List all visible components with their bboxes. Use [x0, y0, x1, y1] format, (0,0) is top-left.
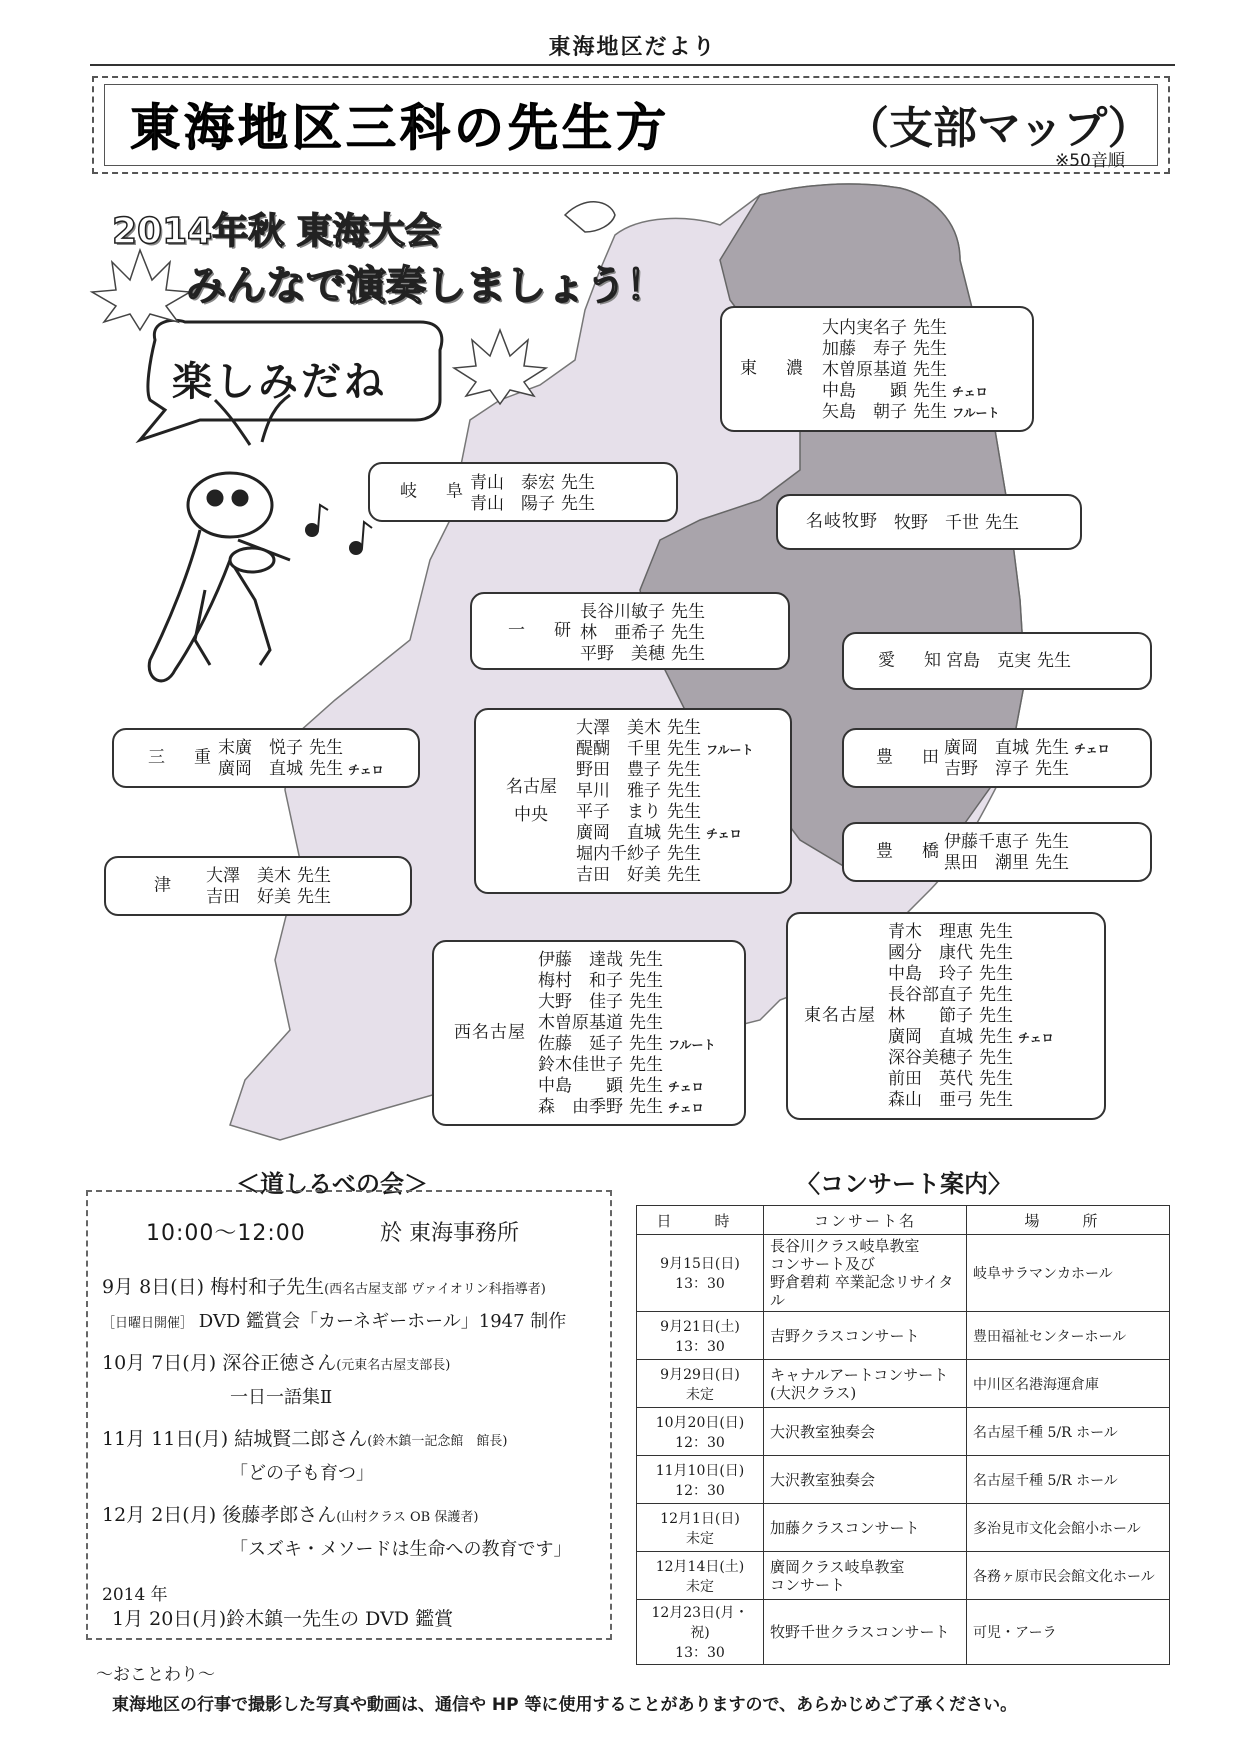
concert-time: 未定	[686, 1578, 714, 1595]
michi-speaker: 深谷正徳さん	[222, 1352, 337, 1374]
concert-row	[637, 1456, 1170, 1504]
branch-box-toyohashi	[842, 822, 1152, 882]
michi-year: 2014 年	[102, 1585, 168, 1605]
michi-speaker: 梅村和子先生	[210, 1276, 325, 1298]
branch-name: 豊 橋	[876, 841, 945, 862]
teacher-row: 黒田 潮里 先生	[944, 853, 1069, 873]
teacher-row: 大内実名子 先生	[822, 318, 947, 338]
concert-section-title: 〈コンサート案内〉	[796, 1170, 1012, 1198]
footer-heading: 〜おことわり〜	[96, 1665, 215, 1685]
concert-time: 13：30	[675, 1645, 725, 1661]
teacher-list	[822, 318, 1000, 423]
teacher-row: 末廣 悦子 先生	[218, 738, 343, 758]
branch-box-aichi	[842, 632, 1152, 690]
teacher-row: 廣岡 直城 先生 チェロ	[888, 1027, 1054, 1047]
teacher-row: 加藤 寿子 先生	[822, 339, 947, 359]
teacher-row: 牧野 千世 先生	[894, 513, 1019, 533]
teacher-row: 深谷美穂子 先生	[888, 1048, 1013, 1068]
branch-box-tono	[720, 306, 1034, 432]
teacher-row: 平子 まり 先生	[576, 802, 701, 822]
teacher-row: 廣岡 直城 先生 チェロ	[944, 738, 1110, 758]
branch-box-mie	[112, 728, 420, 788]
teacher-list	[218, 738, 384, 780]
concert-name: キャナルアートコンサート (大沢クラス)	[764, 1360, 967, 1408]
concert-date: 9月15日(日)	[660, 1256, 740, 1272]
michi-date: 1月 20日(月)	[112, 1608, 227, 1630]
michi-speaker: 結城賢二郎さん	[234, 1428, 368, 1450]
branch-box-meigi	[776, 494, 1082, 550]
concert-datetime	[637, 1235, 764, 1312]
concert-place: 名古屋千種 5/R ホール	[967, 1408, 1170, 1456]
teacher-row: 大澤 美木 先生	[206, 866, 331, 886]
teacher-list	[946, 651, 1071, 672]
teacher-row: 堀内千紗子 先生	[576, 844, 701, 864]
concert-row	[637, 1408, 1170, 1456]
michi-entry	[102, 1424, 602, 1485]
branch-name: 豊 田	[876, 747, 945, 768]
concert-name: 吉野クラスコンサート	[764, 1312, 967, 1360]
teacher-row: 前田 英代 先生	[888, 1069, 1013, 1089]
concert-name: 大沢教室独奏会	[764, 1456, 967, 1504]
column-header: 日 時	[637, 1206, 764, 1235]
teacher-row: 中島 玲子 先生	[888, 964, 1013, 984]
michi-date: 11月 11日(月)	[102, 1428, 229, 1450]
concert-date: 11月10日(日)	[655, 1462, 745, 1479]
concert-time: 未定	[686, 1386, 714, 1403]
teacher-row: 野田 豊子 先生	[576, 760, 701, 780]
concert-datetime	[637, 1312, 764, 1360]
concert-datetime	[637, 1600, 764, 1665]
branch-name: 三 重	[148, 747, 217, 768]
concert-datetime	[637, 1456, 764, 1504]
concert-row	[637, 1504, 1170, 1552]
teacher-list	[580, 602, 705, 665]
teacher-list	[206, 866, 331, 908]
teacher-row: 吉田 好美 先生	[576, 865, 701, 885]
teacher-row: 青山 陽子 先生	[470, 494, 595, 514]
michi-entry	[102, 1500, 602, 1561]
michi-entry	[102, 1272, 602, 1333]
michi-date: 12月 2日(月)	[102, 1504, 217, 1526]
teacher-row: 長谷川敏子 先生	[580, 602, 705, 622]
concert-row	[637, 1360, 1170, 1408]
concert-date: 12月1日(日)	[660, 1510, 740, 1527]
concert-date: 9月29日(日)	[660, 1366, 740, 1383]
teacher-row: 木曽原基道 先生	[822, 360, 947, 380]
branch-name: 岐 阜	[400, 481, 469, 502]
page-header: 東海地区だより	[548, 35, 717, 60]
teacher-list	[470, 473, 595, 515]
michi-sub: 「どの子も育つ」	[230, 1463, 374, 1484]
concert-datetime	[637, 1360, 764, 1408]
teacher-row: 大野 佳子 先生	[538, 992, 663, 1012]
concert-name: 牧野千世クラスコンサート	[764, 1600, 967, 1665]
concert-table	[636, 1205, 1170, 1665]
branch-name: 一 研	[508, 620, 577, 641]
concert-date: 12月23日(月・祝)	[651, 1605, 749, 1641]
michi-note: (鈴木鎮一記念館 館長)	[367, 1434, 508, 1449]
branch-box-nishinagoya	[432, 940, 746, 1126]
concert-date: 10月20日(日)	[655, 1414, 745, 1431]
teacher-row: 木曽原基道 先生	[538, 1013, 663, 1033]
branch-box-gifu	[368, 462, 678, 522]
concert-date: 9月21日(土)	[660, 1318, 740, 1335]
concert-datetime	[637, 1552, 764, 1600]
concert-date: 12月14日(土)	[655, 1558, 745, 1575]
teacher-row: 宮島 克実 先生	[946, 651, 1071, 671]
teacher-row: 佐藤 延子 先生 フルート	[538, 1034, 716, 1054]
teacher-list	[894, 513, 1019, 534]
branch-name: 名岐牧野	[806, 511, 878, 532]
teacher-row: 廣岡 直城 先生 チェロ	[218, 759, 384, 779]
column-header: 場 所	[967, 1206, 1170, 1235]
branch-name: 愛 知	[878, 650, 947, 671]
teacher-row: 早川 雅子 先生	[576, 781, 701, 801]
concert-name: 長谷川クラス岐阜教室 コンサート及び 野倉碧莉 卒業記念リサイタル	[764, 1235, 967, 1312]
teacher-row: 吉野 淳子 先生	[944, 759, 1069, 779]
teacher-list	[888, 922, 1054, 1111]
concert-time: 12：30	[675, 1434, 725, 1451]
branch-name: 津	[154, 875, 177, 896]
concert-row	[637, 1312, 1170, 1360]
concert-place: 中川区名港海運倉庫	[967, 1360, 1170, 1408]
michi-date: 9月 8日(日)	[102, 1276, 205, 1298]
branch-box-toyota	[842, 728, 1152, 788]
teacher-row: 大澤 美木 先生	[576, 718, 701, 738]
branch-name: 東名古屋	[804, 1005, 876, 1026]
teacher-row: 青木 理恵 先生	[888, 922, 1013, 942]
concert-time: 13：30	[675, 1276, 725, 1292]
teacher-row: 青山 泰宏 先生	[470, 473, 595, 493]
event-slogan: みんなで演奏しましょう！	[186, 263, 666, 309]
michi-entry	[102, 1348, 602, 1409]
michi-sub-prefix: ［日曜日開催］	[102, 1316, 194, 1331]
teacher-list	[576, 718, 754, 886]
concert-time: 13：30	[675, 1338, 725, 1355]
michi-panel	[86, 1190, 612, 1640]
teacher-row: 鈴木佳世子 先生	[538, 1055, 663, 1075]
teacher-row: 吉田 好美 先生	[206, 887, 331, 907]
branch-box-ikken	[470, 592, 790, 670]
michi-note: (山村クラス OB 保護者)	[336, 1510, 479, 1525]
teacher-list	[538, 950, 716, 1118]
michi-note: (西名古屋支部 ヴァイオリン科指導者)	[324, 1282, 546, 1297]
branch-name: 東 濃	[740, 358, 809, 379]
teacher-row: 廣岡 直城 先生 チェロ	[576, 823, 742, 843]
teacher-row: 梅村 和子 先生	[538, 971, 663, 991]
teacher-row: 伊藤千恵子 先生	[944, 832, 1069, 852]
teacher-row: 平野 美穂 先生	[580, 644, 705, 664]
event-heading: 2014年秋 東海大会	[112, 211, 441, 252]
michi-speaker: 後藤孝郎さん	[222, 1504, 337, 1526]
teacher-row: 森山 亜弓 先生	[888, 1090, 1013, 1110]
branch-box-nagoya-chuo	[474, 708, 792, 894]
footer-notice: 東海地区の行事で撮影した写真や動画は、通信や HP 等に使用することがありますので、あらかじめご了承ください。	[112, 1695, 1018, 1715]
branch-box-higashinagoya	[786, 912, 1106, 1120]
branch-box-tsu	[104, 856, 412, 916]
concert-place: 可児・アーラ	[967, 1600, 1170, 1665]
teacher-list	[944, 738, 1110, 780]
teacher-list	[944, 832, 1069, 874]
branch-name: 名古屋	[506, 777, 557, 797]
concert-row	[637, 1235, 1170, 1312]
michi-last-entry	[112, 1604, 453, 1631]
concert-place: 名古屋千種 5/R ホール	[967, 1456, 1170, 1504]
teacher-row: 中島 顕 先生 チェロ	[822, 381, 988, 401]
concert-place: 岐阜サラマンカホール	[967, 1235, 1170, 1312]
concert-name: 加藤クラスコンサート	[764, 1504, 967, 1552]
teacher-row: 中島 顕 先生 チェロ	[538, 1076, 704, 1096]
concert-place: 豊田福祉センターホール	[967, 1312, 1170, 1360]
page-title: 東海地区三科の先生方	[130, 99, 670, 157]
teacher-row: 國分 康代 先生	[888, 943, 1013, 963]
concert-datetime	[637, 1504, 764, 1552]
teacher-row: 矢島 朝子 先生 フルート	[822, 402, 1000, 422]
teacher-row: 林 節子 先生	[888, 1006, 1013, 1026]
teacher-row: 林 亜希子 先生	[580, 623, 705, 643]
concert-place: 各務ヶ原市民会館文化ホール	[967, 1552, 1170, 1600]
cricket-violin-illustration	[149, 395, 290, 681]
michi-last-text: 鈴木鎮一先生の DVD 鑑賞	[226, 1608, 454, 1630]
branch-name: 西名古屋	[454, 1022, 526, 1043]
concert-name: 廣岡クラス岐阜教室 コンサート	[764, 1552, 967, 1600]
teacher-row: 長谷部直子 先生	[888, 985, 1013, 1005]
michi-place: 於 東海事務所	[380, 1221, 519, 1246]
michi-time: 10:00〜12:00	[146, 1221, 306, 1246]
concert-time: 12：30	[675, 1482, 725, 1499]
column-header: コンサート名	[764, 1206, 967, 1235]
concert-time: 未定	[686, 1530, 714, 1547]
concert-place: 多治見市文化会館小ホール	[967, 1504, 1170, 1552]
concert-header-row	[637, 1206, 1170, 1235]
music-note-icons	[305, 505, 372, 555]
michi-date: 10月 7日(月)	[102, 1352, 217, 1374]
michi-sub: DVD 鑑賞会「カーネギーホール」1947 制作	[198, 1311, 567, 1332]
page-subtitle: （支部マップ）	[845, 103, 1152, 154]
speech-bubble-text: 楽しみだね	[172, 359, 387, 405]
concert-row	[637, 1552, 1170, 1600]
branch-name-sub: 中央	[514, 805, 548, 825]
concert-datetime	[637, 1408, 764, 1456]
michi-note: (元東名古屋支部長)	[336, 1358, 451, 1373]
sort-note: ※50音順	[1055, 151, 1125, 171]
teacher-row: 醍醐 千里 先生 フルート	[576, 739, 754, 759]
michi-sub: 一日一語集Ⅱ	[230, 1387, 333, 1408]
concert-name: 大沢教室独奏会	[764, 1408, 967, 1456]
teacher-row: 伊藤 達哉 先生	[538, 950, 663, 970]
concert-row	[637, 1600, 1170, 1665]
teacher-row: 森 由季野 先生 チェロ	[538, 1097, 704, 1117]
michi-sub: 「スズキ・メソードは生命への教育です」	[230, 1539, 572, 1560]
michi-section-title: ＜道しるべの会＞	[236, 1170, 428, 1198]
